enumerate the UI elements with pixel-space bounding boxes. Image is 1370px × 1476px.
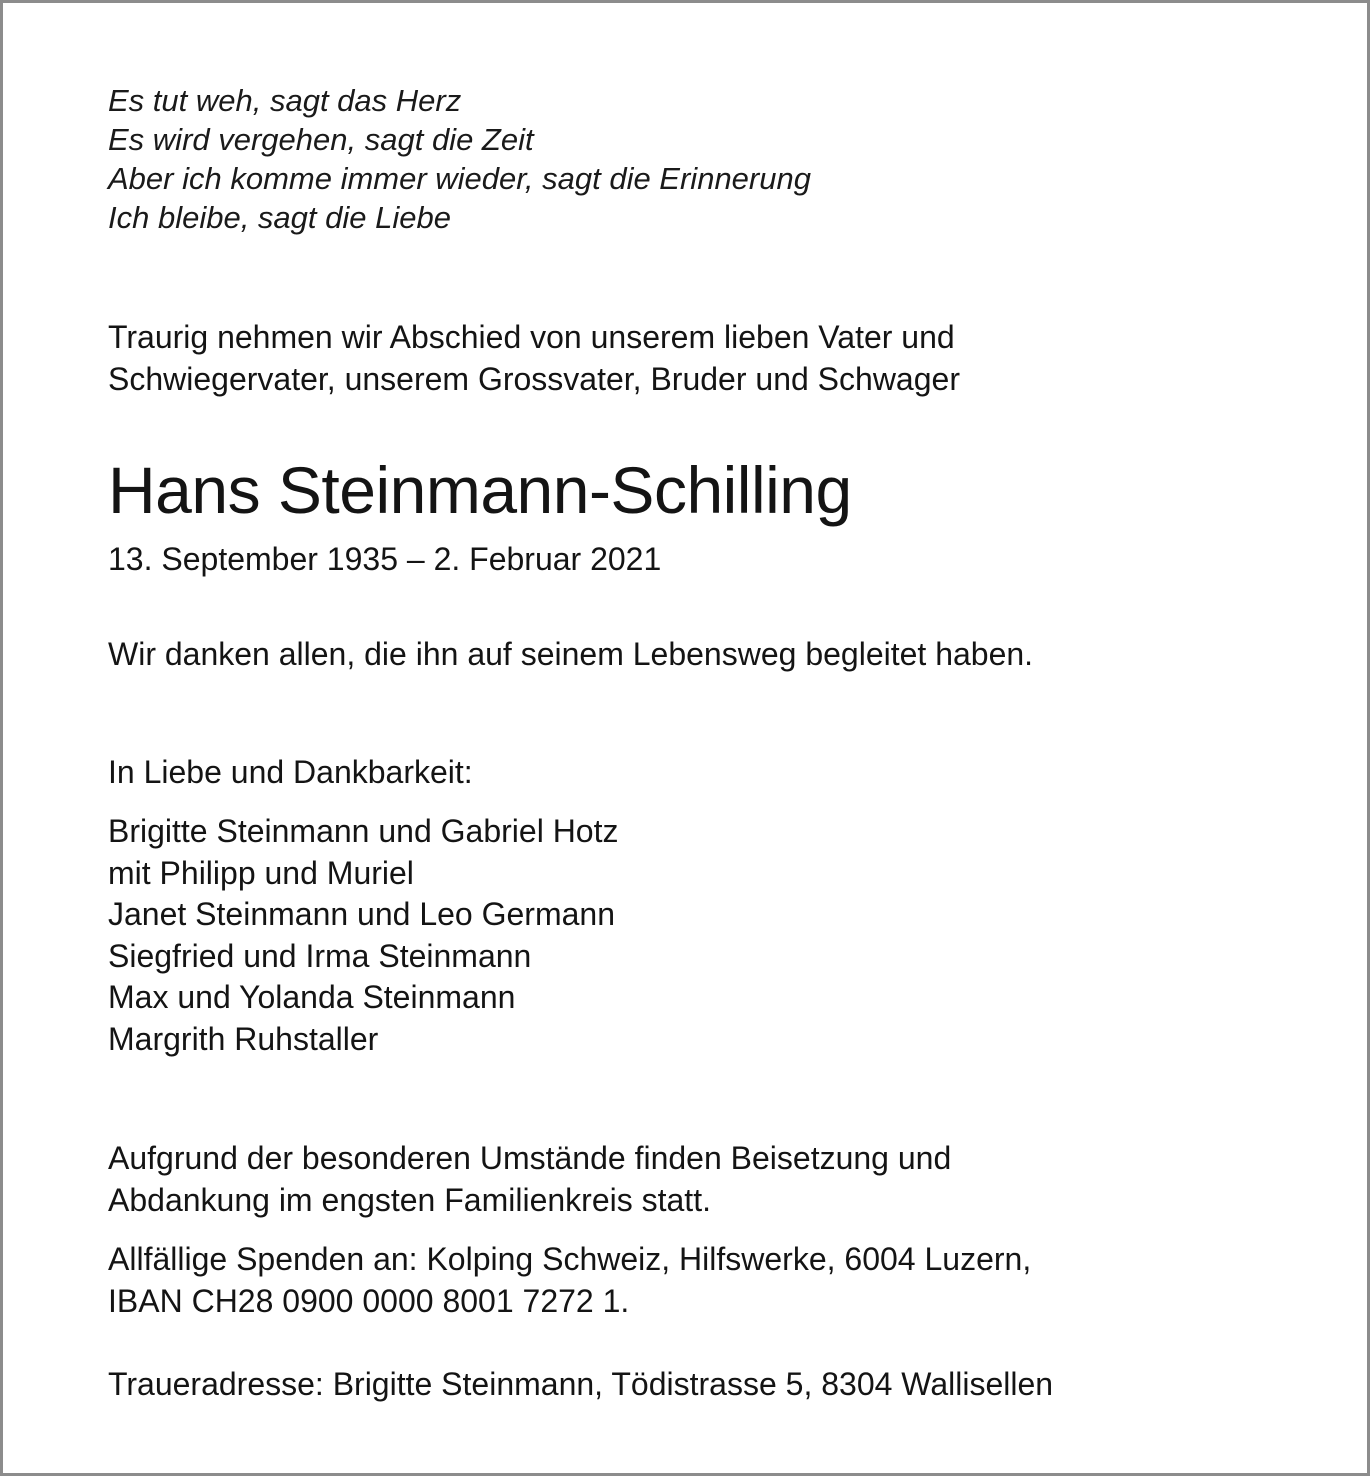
deceased-name: Hans Steinmann-Schilling	[108, 453, 852, 527]
intro-line: Traurig nehmen wir Abschied von unserem lieben Vater und	[108, 319, 955, 355]
notice-line: Abdankung im engsten Familienkreis statt.	[108, 1182, 711, 1218]
life-dates: 13. September 1935 – 2. Februar 2021	[108, 541, 662, 577]
thanks-text: Wir danken allen, die ihn auf seinem Lebensweg begleitet haben.	[108, 636, 1034, 672]
mourners-list	[108, 811, 1307, 1060]
intro-line: Schwiegervater, unserem Grossvater, Bruder und Schwager	[108, 361, 960, 397]
mourner-line: mit Philipp und Muriel	[108, 854, 414, 891]
mourning-address: Traueradresse: Brigitte Steinmann, Tödistrasse 5, 8304 Wallisellen	[108, 1366, 1054, 1402]
mourner-line: Janet Steinmann und Leo Germann	[108, 896, 615, 932]
mourner-line: Margrith Ruhstaller	[108, 1020, 379, 1057]
intro-text	[108, 316, 1307, 400]
mourner-line: Siegfried und Irma Steinmann	[108, 937, 532, 974]
poem-line: Es tut weh, sagt das Herz	[108, 83, 462, 118]
donation-line: IBAN CH28 0900 0000 8001 7272 1.	[108, 1283, 630, 1319]
poem-line: Aber ich komme immer wieder, sagt die Erinnerung	[108, 161, 811, 196]
funeral-notice	[108, 1137, 1307, 1221]
notice-line: Aufgrund der besonderen Umstände finden Beisetzung und	[108, 1140, 952, 1176]
donation-line: Allfällige Spenden an: Kolping Schweiz, Hilfswerke, 6004 Luzern,	[108, 1241, 1032, 1277]
poem	[108, 81, 1307, 237]
mourner-line: Max und Yolanda Steinmann	[108, 979, 516, 1015]
mourner-line: Brigitte Steinmann und Gabriel Hotz	[108, 813, 619, 849]
poem-line: Es wird vergehen, sagt die Zeit	[108, 122, 534, 157]
greeting: In Liebe und Dankbarkeit:	[108, 754, 473, 790]
poem-line: Ich bleibe, sagt die Liebe	[108, 200, 451, 235]
donation-info	[108, 1238, 1307, 1322]
